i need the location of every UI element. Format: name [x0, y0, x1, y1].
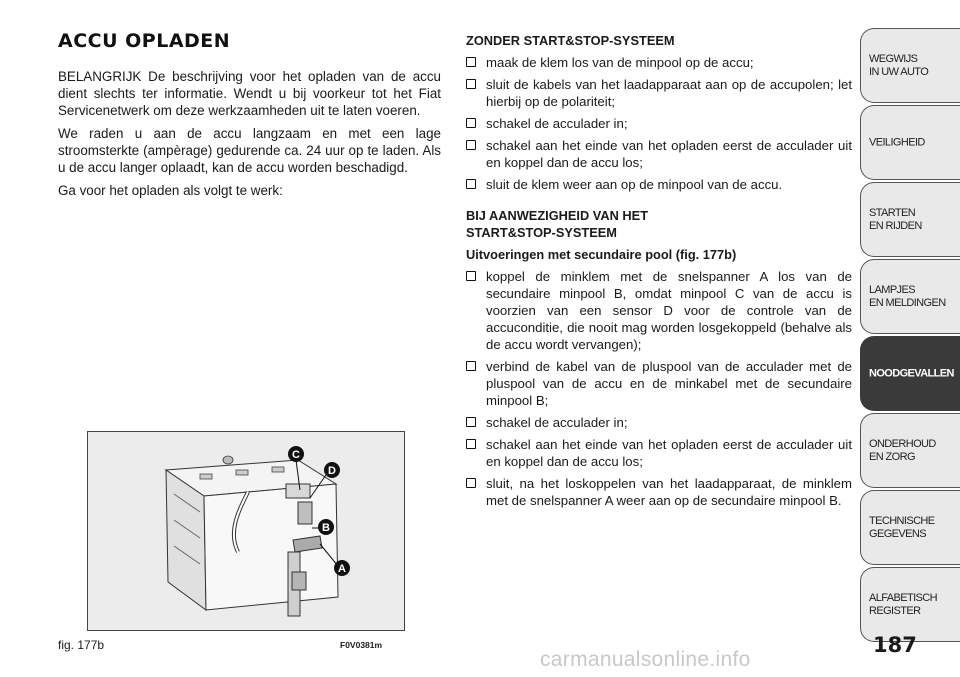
list-item: schakel de acculader in;: [466, 414, 852, 431]
tab-noodgevallen[interactable]: NOODGEVALLEN: [860, 336, 960, 411]
charging-advice: We raden u aan de accu langzaam en met een lage stroomsterkte (ampèrage) gedurende ca. 24 uur op te laden. Als u de accu langer oplaadt, kan de accu worden beschadigd.: [58, 126, 441, 175]
list-item: sluit, na het loskoppelen van het laadapparaat, de minklem met de snelspanner A weer aan op de secundaire minpool B.: [466, 475, 852, 509]
list-item: verbind de kabel van de pluspool van de acculader met de pluspool van de accu en de minkabel met de secundaire minpool B;: [466, 358, 852, 409]
checkbox-bullet-icon: [466, 478, 476, 488]
figure-caption: fig. 177b: [58, 638, 105, 652]
list-item: schakel de acculader in;: [466, 115, 852, 132]
watermark: carmanualsonline.info: [540, 648, 751, 671]
list-item: maak de klem los van de minpool op de accu;: [466, 54, 852, 71]
battery-illustration: [87, 431, 405, 631]
checkbox-bullet-icon: [466, 417, 476, 427]
page-number: 187: [873, 633, 917, 657]
label-b: B: [322, 522, 330, 534]
label-a: A: [338, 563, 346, 575]
tab-technische[interactable]: TECHNISCHE GEGEVENS: [860, 490, 960, 565]
tab-lampjes[interactable]: LAMPJES EN MELDINGEN: [860, 259, 960, 334]
checkbox-bullet-icon: [466, 118, 476, 128]
procedure-intro: Ga voor het opladen als volgt te werk:: [58, 183, 283, 198]
checkbox-bullet-icon: [466, 57, 476, 67]
subheading-secondary-pole: Uitvoeringen met secundaire pool (fig. 177b): [466, 247, 737, 262]
heading-with-start-stop: BIJ AANWEZIGHEID VAN HET START&STOP-SYSTEEM: [466, 208, 649, 240]
heading-without-start-stop: ZONDER START&STOP-SYSTEEM: [466, 33, 675, 48]
tab-veiligheid[interactable]: VEILIGHEID: [860, 105, 960, 180]
list-item: koppel de minklem met de snelspanner A los van de secundaire minpool B, omdat minpool C van de accu is voorzien van een sensor D voor de controle van de accuconditie, die nooit mag worden losgekoppeld (behalve als de accu wordt vervangen);: [466, 268, 852, 353]
chapter-tabs: [860, 28, 960, 644]
battery-drawing: [88, 432, 404, 630]
checkbox-bullet-icon: [466, 361, 476, 371]
checkbox-bullet-icon: [466, 79, 476, 89]
important-note: BELANGRIJK De beschrijving voor het opladen van de accu dient slechts ter informatie. Wendt u bij voorkeur tot het Fiat Servicenetwerk om deze werkzaamheden uit te laten voeren.: [58, 69, 441, 118]
label-c: C: [292, 449, 300, 461]
checkbox-bullet-icon: [466, 179, 476, 189]
list-item: schakel aan het einde van het opladen eerst de acculader uit en koppel dan de accu los;: [466, 436, 852, 470]
steps-with-start-stop: [466, 268, 852, 509]
section-title: ACCU OPLADEN: [58, 30, 231, 52]
tab-alfabetisch[interactable]: ALFABETISCH REGISTER: [860, 567, 960, 642]
tab-wegwijs[interactable]: WEGWIJS IN UW AUTO: [860, 28, 960, 103]
checkbox-bullet-icon: [466, 439, 476, 449]
checkbox-bullet-icon: [466, 140, 476, 150]
tab-starten[interactable]: STARTEN EN RIJDEN: [860, 182, 960, 257]
steps-without-start-stop: [466, 54, 852, 193]
list-item: schakel aan het einde van het opladen eerst de acculader uit en koppel dan de accu los;: [466, 137, 852, 171]
left-column: [58, 30, 441, 205]
list-item: sluit de klem weer aan op de minpool van de accu.: [466, 176, 852, 193]
checkbox-bullet-icon: [466, 271, 476, 281]
right-column: [466, 32, 852, 514]
list-item: sluit de kabels van het laadapparaat aan op de accupolen; let hierbij op de polariteit;: [466, 76, 852, 110]
tab-onderhoud[interactable]: ONDERHOUD EN ZORG: [860, 413, 960, 488]
label-d: D: [328, 465, 336, 477]
figure-code: F0V0381m: [340, 640, 383, 650]
